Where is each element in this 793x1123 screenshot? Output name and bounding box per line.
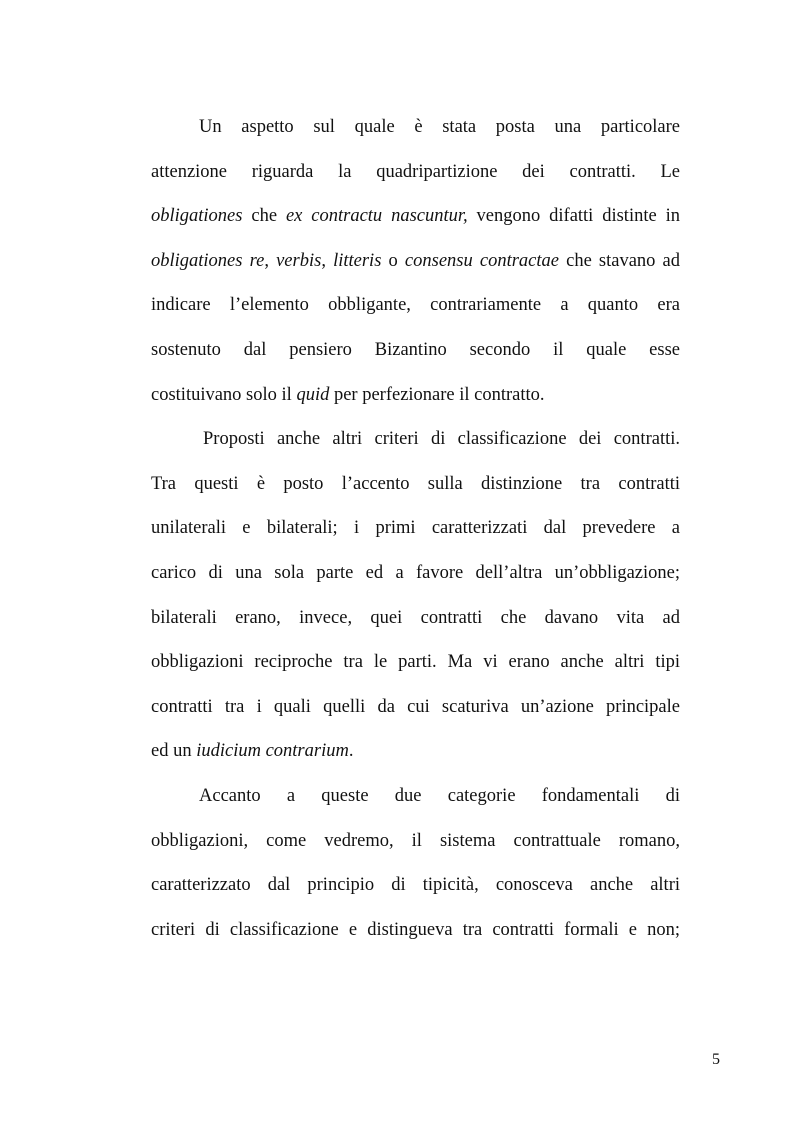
text-segment: sostenuto dal pensiero Bizantino secondo il quale esse (151, 339, 680, 360)
text-line (151, 462, 680, 507)
text-line (151, 105, 680, 150)
italic-text: consensu contractae (404, 250, 559, 271)
text-segment: Accanto a queste due categorie fondamentali di (199, 785, 680, 806)
text-line (151, 283, 680, 328)
text-line (151, 640, 680, 685)
text-segment: o (381, 250, 405, 271)
text-segment: criteri di classificazione e distingueva tra contratti formali e non; (151, 919, 680, 940)
text-segment: che (242, 206, 286, 227)
text-segment: caratterizzato dal principio di tipicità, conosceva anche altri (151, 875, 680, 896)
text-segment: costituivano solo il (151, 384, 297, 405)
text-line (151, 506, 680, 551)
text-segment: contratti tra i quali quelli da cui scaturiva un’azione principale (151, 696, 680, 717)
italic-text: litteris (333, 250, 382, 271)
text-segment: , (321, 250, 334, 271)
text-segment: ed un (151, 741, 197, 762)
text-line (151, 774, 680, 819)
text-line (151, 417, 680, 462)
page-number: 5 (712, 1051, 720, 1068)
text-segment: obbligazioni, come vedremo, il sistema contrattuale romano, (151, 830, 680, 851)
text-segment: che stavano ad (558, 250, 681, 271)
text-segment: per perfezionare il contratto. (329, 384, 545, 405)
text-line (151, 150, 680, 195)
text-line (151, 729, 680, 774)
text-segment: carico di una sola parte ed a favore dell’altra un’obbligazione; (151, 562, 680, 583)
text-segment: Tra questi è posto l’accento sulla distinzione tra contratti (151, 473, 680, 494)
text-line (151, 551, 680, 596)
italic-text: obligationes (151, 206, 243, 227)
text-line (151, 194, 680, 239)
text-segment: unilaterali e bilaterali; i primi caratterizzati dal prevedere a (151, 518, 680, 539)
text-segment: bilaterali erano, invece, quei contratti che davano vita ad (151, 607, 680, 628)
text-segment: , (264, 250, 277, 271)
text-segment: indicare l’elemento obbligante, contrariamente a quanto era (151, 295, 680, 316)
text-segment: . (348, 741, 354, 762)
text-line (151, 819, 680, 864)
text-segment: Un aspetto sul quale è stata posta una particolare (199, 117, 680, 137)
italic-text: iudicium contrarium (196, 741, 349, 762)
text-line (151, 908, 680, 953)
text-line (151, 239, 680, 284)
text-line (151, 596, 680, 641)
text-line (151, 328, 680, 373)
text-line (151, 863, 680, 908)
italic-text: ex contractu nascuntur, (285, 206, 468, 227)
text-segment: attenzione riguarda la quadripartizione dei contratti. Le (151, 161, 680, 182)
italic-text: quid (296, 384, 330, 405)
text-line (151, 373, 680, 418)
text-segment: obbligazioni reciproche tra le parti. Ma vi erano anche altri tipi (151, 652, 680, 673)
italic-text: obligationes re (151, 250, 265, 271)
body-text (151, 105, 680, 952)
text-line (151, 685, 680, 730)
text-segment: vengono difatti distinte in (467, 206, 680, 227)
italic-text: verbis (276, 250, 322, 271)
text-segment: Proposti anche altri criteri di classificazione dei contratti. (203, 429, 680, 450)
